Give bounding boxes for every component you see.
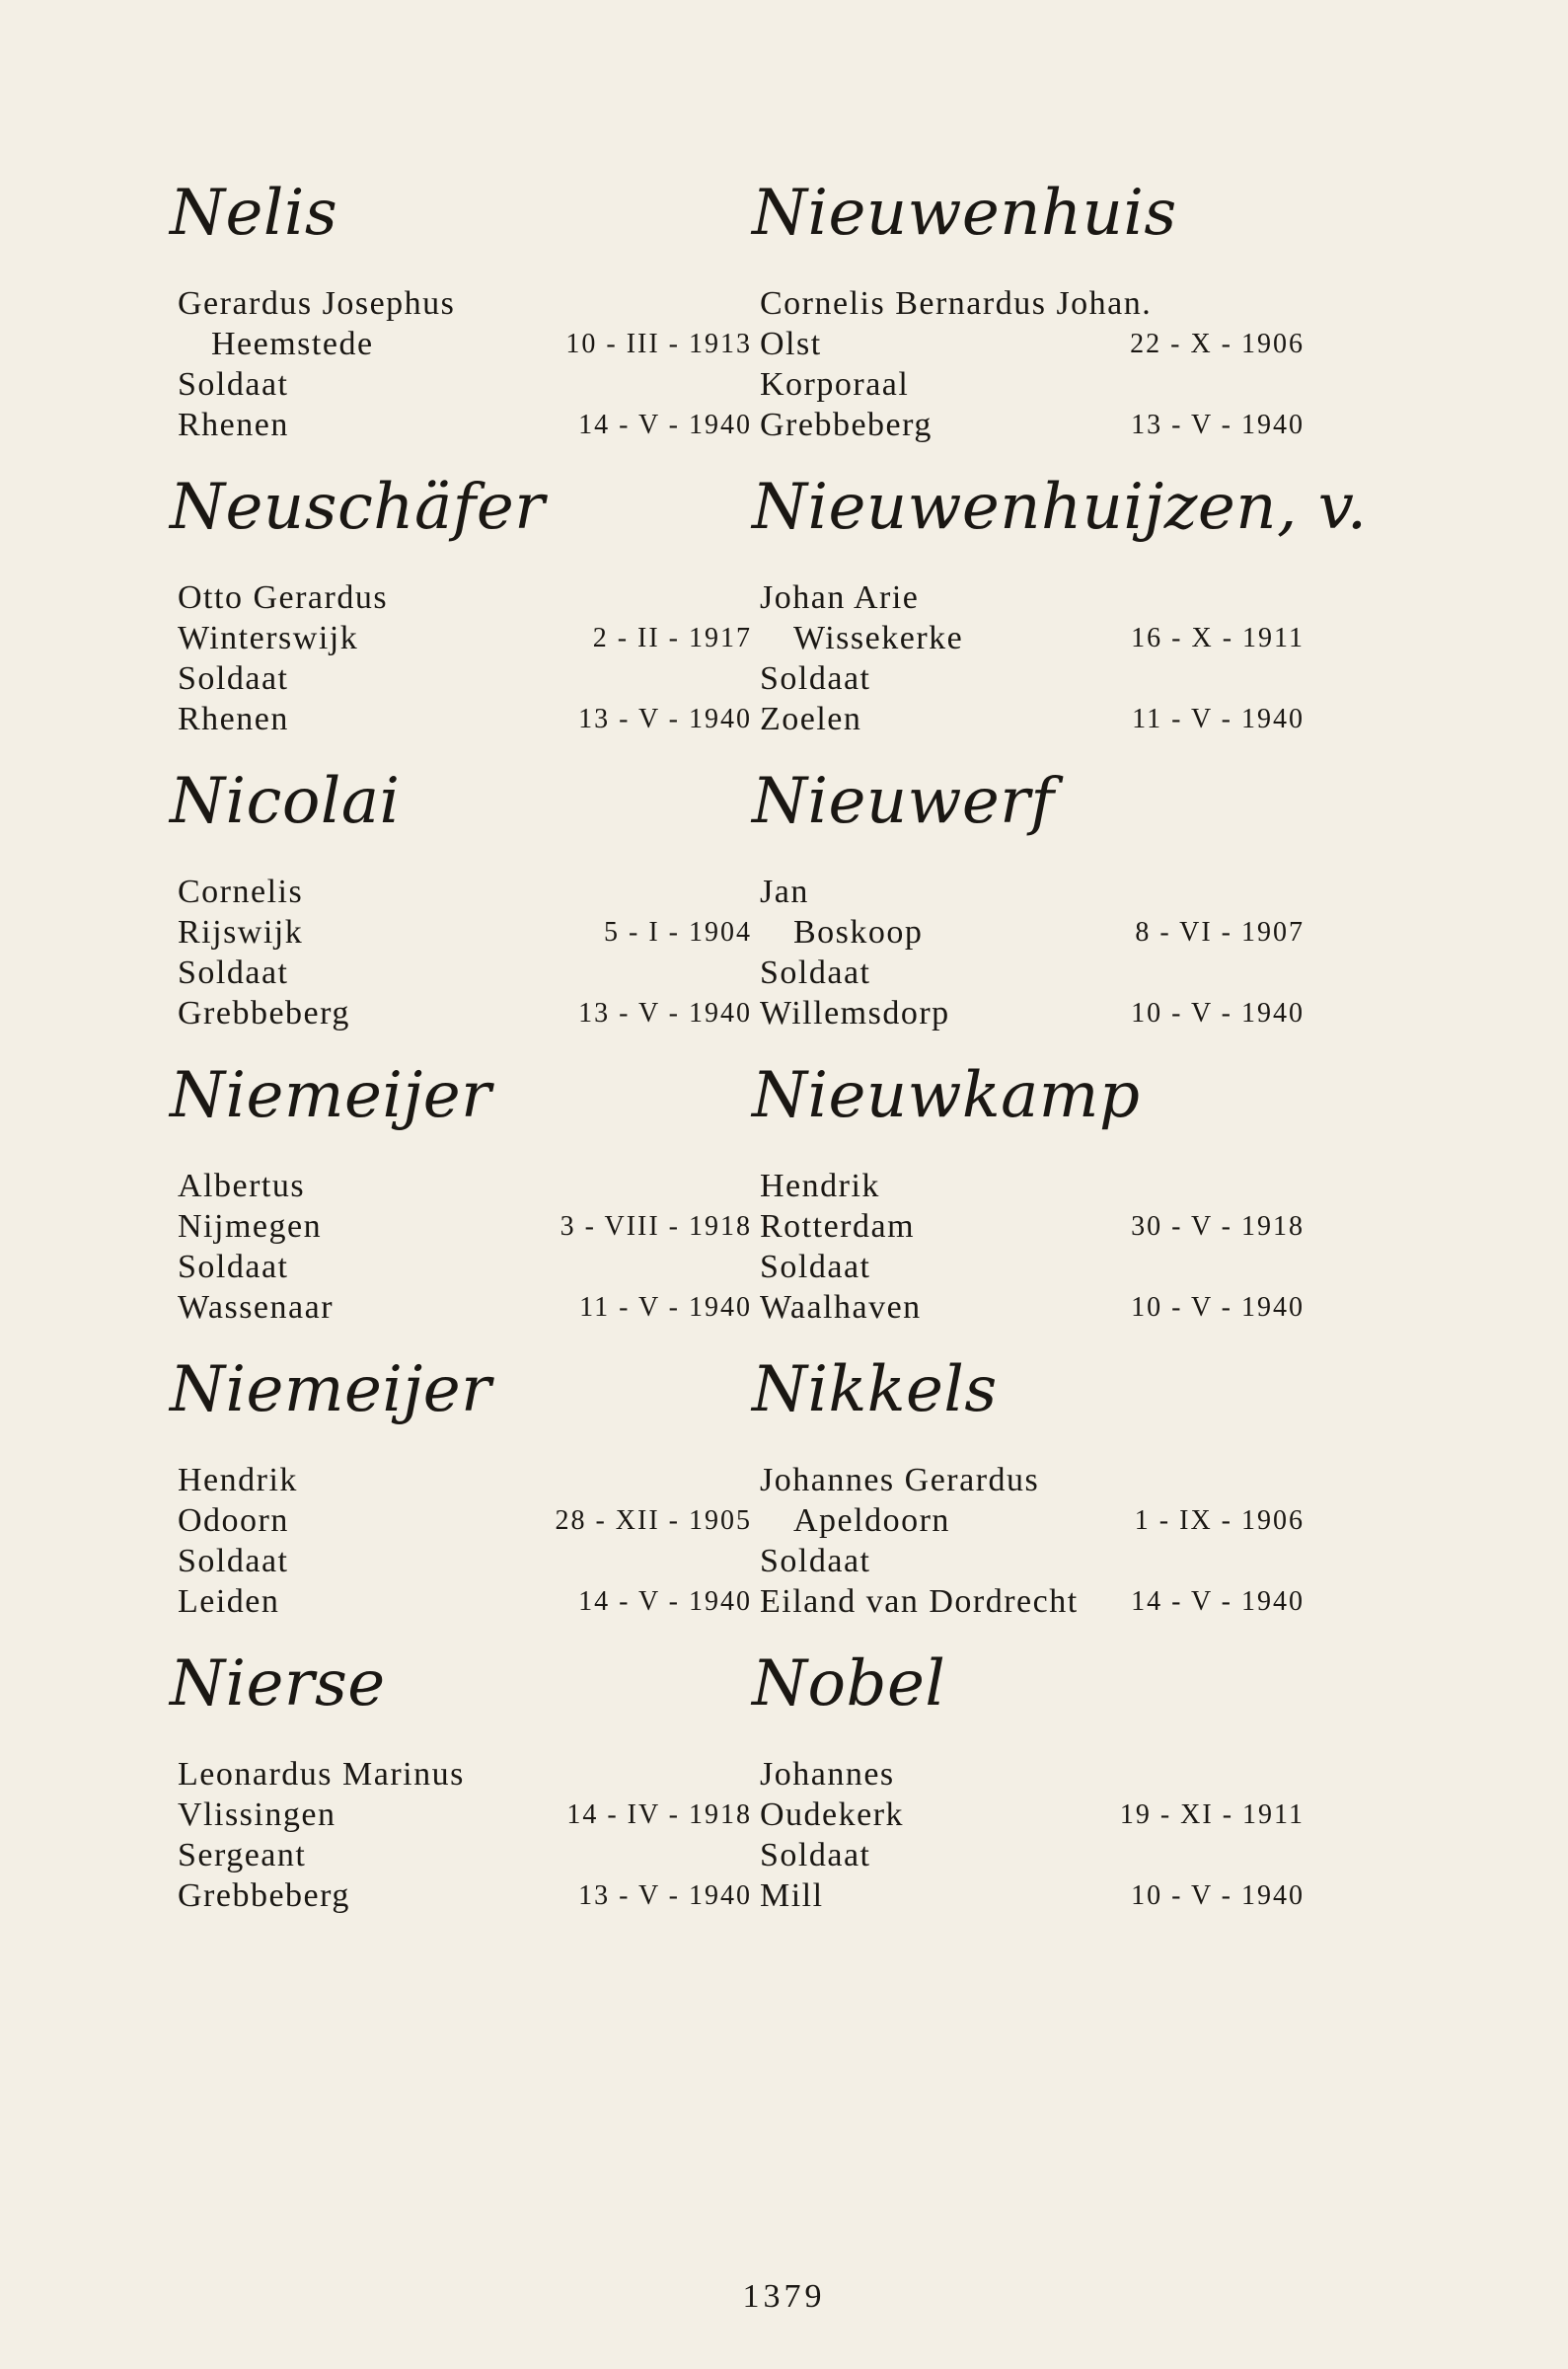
entry-given-names-line [170, 1460, 752, 1500]
entry-death-date: 14 - V - 1940 [578, 1586, 752, 1617]
entry-birth-line [752, 618, 1334, 658]
entry-record [752, 173, 1334, 467]
entry-given-names-line [752, 1166, 1334, 1206]
entry-death-line [752, 699, 1334, 739]
entry-death-place: Wassenaar [178, 1289, 335, 1326]
entry-record [170, 1055, 752, 1349]
entry-birth-date: 3 - VIII - 1918 [560, 1211, 752, 1242]
entry-given-names: Cornelis Bernardus Johan. [760, 285, 1153, 322]
entry-death-place: Rhenen [178, 701, 289, 737]
entry-rank-line [752, 1541, 1334, 1581]
entry-rank: Soldaat [178, 366, 289, 403]
entry-death-date: 14 - V - 1940 [1131, 1586, 1305, 1617]
entry-surname: Nierse [170, 1647, 386, 1720]
entry-record [170, 173, 752, 467]
entry-given-names: Johannes Gerardus [760, 1462, 1040, 1498]
entry-rank-line [752, 953, 1334, 993]
entry-birth-line [170, 1500, 752, 1541]
entry-death-date: 11 - V - 1940 [1132, 704, 1305, 734]
entry-birth-line [752, 912, 1334, 953]
entry-rank: Soldaat [178, 660, 289, 697]
entry-record [752, 1643, 1334, 1938]
entry-birthplace: Wissekerke [793, 620, 964, 656]
entry-birthplace: Odoorn [178, 1502, 289, 1539]
entry-death-date: 13 - V - 1940 [578, 998, 752, 1029]
entry-given-names-line [170, 1166, 752, 1206]
entry-record [170, 1349, 752, 1643]
entry-birthplace: Nijmegen [178, 1208, 323, 1245]
entry-birthplace: Olst [760, 326, 822, 362]
entry-surname: Nobel [752, 1647, 946, 1720]
entry-death-line [170, 993, 752, 1033]
entry-surname: Neuschäfer [170, 471, 546, 544]
entry-death-place: Grebbeberg [760, 407, 933, 443]
entry-given-names: Otto Gerardus [178, 579, 389, 616]
entry-death-date: 13 - V - 1940 [578, 704, 752, 734]
entry-given-names-line [170, 1754, 752, 1795]
entry-rank: Soldaat [178, 1543, 289, 1579]
entry-birth-line [752, 324, 1334, 364]
entry-birth-line [170, 1206, 752, 1247]
entry-given-names: Johannes [760, 1756, 895, 1793]
entry-surname: Nieuwerf [752, 765, 1055, 838]
entry-given-names: Hendrik [178, 1462, 298, 1498]
entry-birth-date: 1 - IX - 1906 [1134, 1505, 1305, 1536]
entry-record [170, 761, 752, 1055]
entry-record [752, 761, 1334, 1055]
entry-death-line [170, 699, 752, 739]
entry-rank-line [170, 953, 752, 993]
entry-death-date: 10 - V - 1940 [1131, 1880, 1305, 1911]
entry-surname: Nieuwenhuis [752, 177, 1177, 250]
entry-birthplace: Boskoop [793, 914, 924, 951]
entry-surname: Nieuwenhuijzen, v. [752, 471, 1368, 544]
entry-given-names-line [170, 283, 752, 324]
entry-rank: Soldaat [760, 1249, 871, 1285]
entry-death-place: Willemsdorp [760, 995, 950, 1032]
entry-birthplace: Apeldoorn [793, 1502, 950, 1539]
entry-rank: Soldaat [178, 955, 289, 991]
entry-death-date: 10 - V - 1940 [1131, 998, 1305, 1029]
entry-rank-line [752, 1835, 1334, 1875]
entry-birthplace: Rotterdam [760, 1208, 916, 1245]
entry-birth-line [170, 1795, 752, 1835]
entry-given-names: Cornelis [178, 874, 304, 910]
entry-rank-line [752, 1247, 1334, 1287]
entry-birth-line [170, 912, 752, 953]
entry-death-place: Mill [760, 1877, 824, 1914]
entry-death-date: 10 - V - 1940 [1131, 1292, 1305, 1323]
entry-death-line [752, 993, 1334, 1033]
entry-birth-line [752, 1500, 1334, 1541]
entry-death-date: 14 - V - 1940 [578, 410, 752, 440]
right-column [752, 173, 1368, 1938]
entry-rank: Soldaat [760, 1543, 871, 1579]
entry-birth-date: 30 - V - 1918 [1131, 1211, 1305, 1242]
entry-surname: Niemeijer [170, 1059, 492, 1132]
entry-surname: Niemeijer [170, 1353, 492, 1426]
entry-given-names: Leonardus Marinus [178, 1756, 465, 1793]
entry-birthplace: Winterswijk [178, 620, 359, 656]
entry-rank-line [752, 658, 1334, 699]
entry-death-line [752, 1287, 1334, 1328]
entry-rank-line [170, 1247, 752, 1287]
entry-death-date: 11 - V - 1940 [579, 1292, 752, 1323]
entry-given-names-line [752, 1460, 1334, 1500]
entry-death-line [752, 405, 1334, 445]
entry-record [170, 467, 752, 761]
entry-rank: Soldaat [178, 1249, 289, 1285]
entry-given-names-line [752, 1754, 1334, 1795]
entry-birth-date: 8 - VI - 1907 [1135, 917, 1305, 948]
entry-rank-line [170, 658, 752, 699]
entry-surname: Nelis [170, 177, 338, 250]
entry-birth-line [752, 1795, 1334, 1835]
entry-death-place: Leiden [178, 1583, 280, 1620]
entry-birth-line [170, 324, 752, 364]
entry-given-names-line [752, 872, 1334, 912]
entry-death-line [752, 1581, 1334, 1622]
entry-rank-line [170, 1835, 752, 1875]
entry-death-place: Grebbeberg [178, 995, 350, 1032]
entry-birth-date: 22 - X - 1906 [1130, 329, 1305, 359]
entry-death-date: 13 - V - 1940 [578, 1880, 752, 1911]
entry-birthplace: Oudekerk [760, 1796, 905, 1833]
entry-birthplace: Heemstede [211, 326, 374, 362]
entry-rank-line [170, 1541, 752, 1581]
entry-birth-date: 16 - X - 1911 [1131, 623, 1305, 653]
entry-surname: Nicolai [170, 765, 401, 838]
left-column [170, 173, 752, 1938]
entry-record [752, 1055, 1334, 1349]
entry-record [752, 467, 1368, 761]
entry-record [752, 1349, 1334, 1643]
entry-birth-date: 19 - XI - 1911 [1119, 1799, 1305, 1830]
entry-death-place: Rhenen [178, 407, 289, 443]
entry-death-line [170, 1287, 752, 1328]
entry-rank: Sergeant [178, 1837, 307, 1873]
entry-birth-line [752, 1206, 1334, 1247]
entry-birth-date: 2 - II - 1917 [592, 623, 752, 653]
entry-birth-date: 5 - I - 1904 [604, 917, 752, 948]
entry-death-line [170, 405, 752, 445]
entry-rank: Soldaat [760, 955, 871, 991]
entry-rank: Soldaat [760, 660, 871, 697]
page-number: 1379 [742, 2278, 826, 2315]
entry-given-names: Jan [760, 874, 809, 910]
entry-given-names-line [170, 872, 752, 912]
entry-death-place: Eiland van Dordrecht [760, 1583, 1079, 1620]
entry-birth-date: 28 - XII - 1905 [555, 1505, 752, 1536]
entry-death-line [170, 1581, 752, 1622]
entry-death-date: 13 - V - 1940 [1131, 410, 1305, 440]
entry-given-names-line [752, 577, 1334, 618]
entry-birth-line [170, 618, 752, 658]
entry-rank: Soldaat [760, 1837, 871, 1873]
entry-birth-date: 14 - IV - 1918 [566, 1799, 752, 1830]
entry-birthplace: Rijswijk [178, 914, 304, 951]
entry-surname: Nieuwkamp [752, 1059, 1141, 1132]
entry-death-line [170, 1875, 752, 1916]
entry-given-names-line [170, 577, 752, 618]
entry-given-names-line [752, 283, 1334, 324]
entry-rank-line [752, 364, 1334, 405]
entry-given-names: Albertus [178, 1168, 306, 1204]
entry-rank: Korporaal [760, 366, 910, 403]
entry-birth-date: 10 - III - 1913 [565, 329, 752, 359]
entry-record [170, 1643, 752, 1938]
entry-rank-line [170, 364, 752, 405]
entry-death-place: Waalhaven [760, 1289, 922, 1326]
entry-birthplace: Vlissingen [178, 1796, 336, 1833]
entry-given-names: Hendrik [760, 1168, 880, 1204]
entry-given-names: Johan Arie [760, 579, 920, 616]
entry-given-names: Gerardus Josephus [178, 285, 456, 322]
entry-death-line [752, 1875, 1334, 1916]
entry-surname: Nikkels [752, 1353, 998, 1426]
entry-death-place: Grebbeberg [178, 1877, 350, 1914]
entry-death-place: Zoelen [760, 701, 862, 737]
